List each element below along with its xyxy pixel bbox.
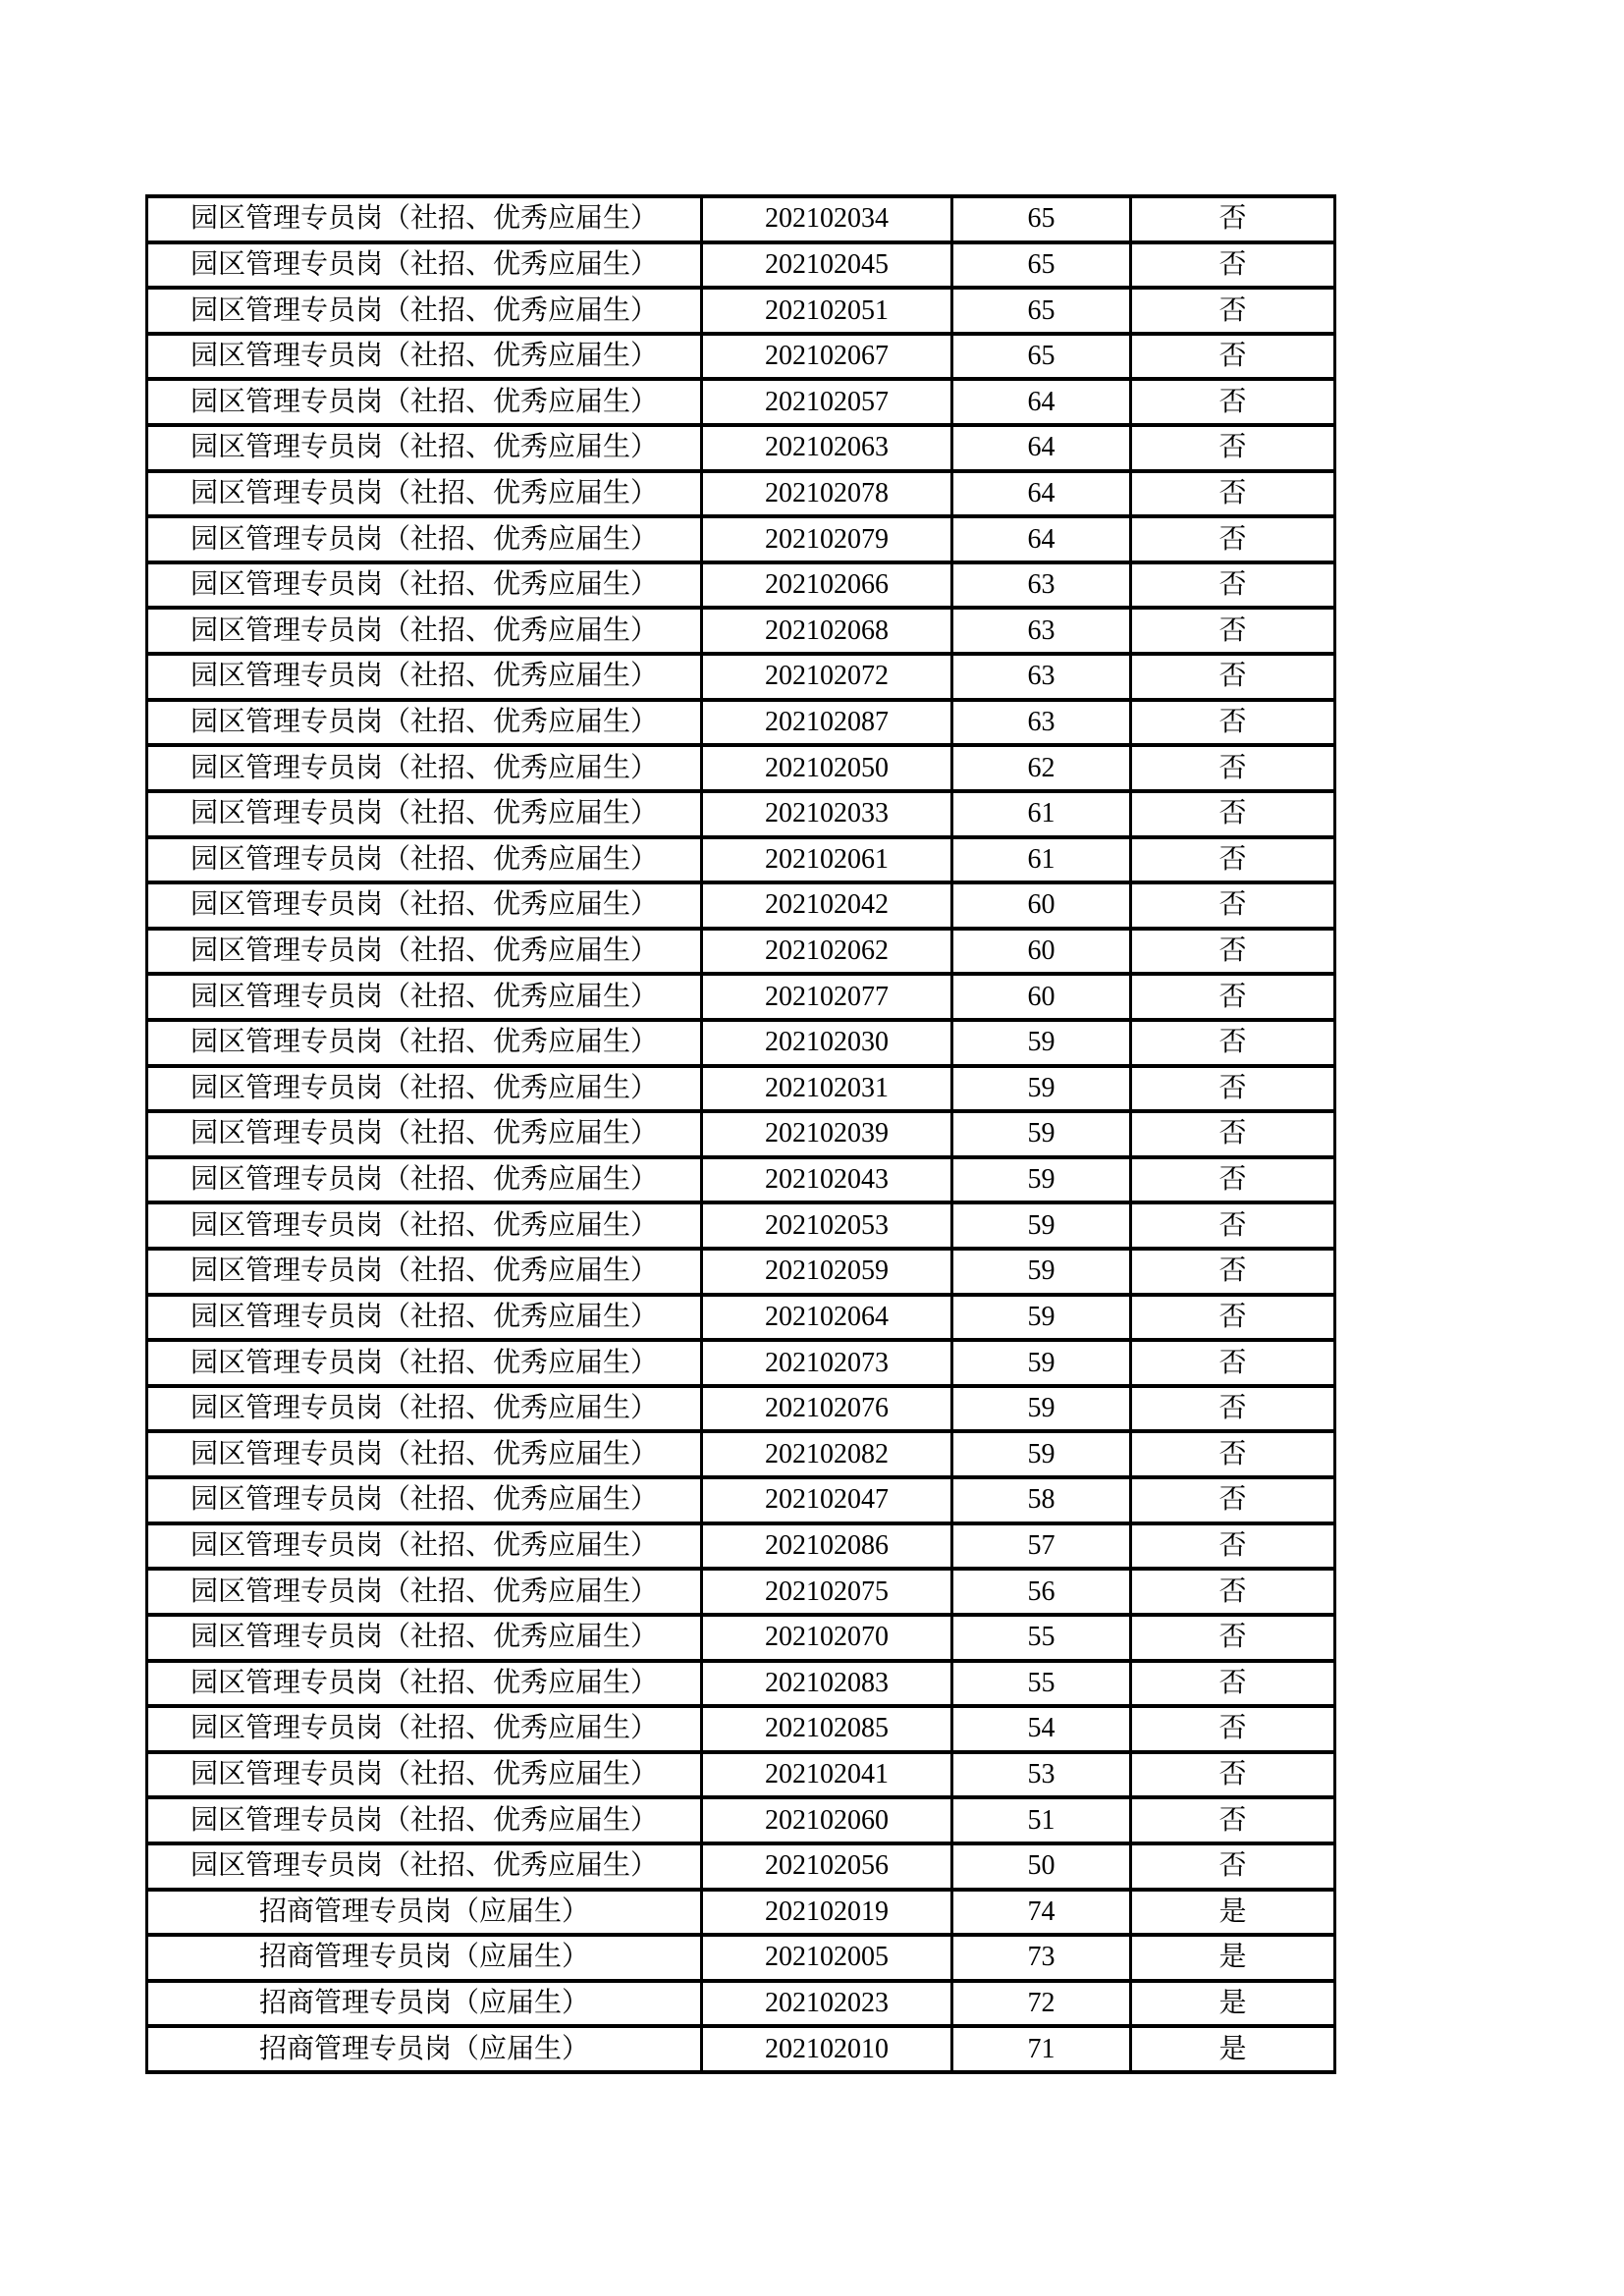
score-cell: 63 [952, 700, 1131, 746]
position-cell: 园区管理专员岗（社招、优秀应届生） [147, 1843, 702, 1890]
score-cell: 64 [952, 471, 1131, 517]
table-row [147, 1477, 1335, 1523]
position-cell: 园区管理专员岗（社招、优秀应届生） [147, 608, 702, 654]
candidate-id-cell: 202102050 [702, 745, 952, 791]
candidate-id-cell: 202102047 [702, 1477, 952, 1523]
position-cell: 园区管理专员岗（社招、优秀应届生） [147, 425, 702, 471]
position-cell: 园区管理专员岗（社招、优秀应届生） [147, 837, 702, 883]
score-cell: 59 [952, 1431, 1131, 1477]
position-cell: 园区管理专员岗（社招、优秀应届生） [147, 1431, 702, 1477]
table-row [147, 562, 1335, 609]
position-cell: 园区管理专员岗（社招、优秀应届生） [147, 1797, 702, 1843]
decision-cell: 否 [1131, 562, 1335, 609]
score-cell: 59 [952, 1020, 1131, 1066]
position-cell: 园区管理专员岗（社招、优秀应届生） [147, 1615, 702, 1661]
score-cell: 73 [952, 1935, 1131, 1981]
table-row [147, 1249, 1335, 1295]
score-cell: 60 [952, 974, 1131, 1020]
decision-cell: 否 [1131, 654, 1335, 700]
candidate-id-cell: 202102041 [702, 1752, 952, 1798]
candidate-id-cell: 202102083 [702, 1661, 952, 1707]
score-cell: 61 [952, 791, 1131, 837]
position-cell: 园区管理专员岗（社招、优秀应届生） [147, 1066, 702, 1112]
candidate-id-cell: 202102043 [702, 1157, 952, 1203]
position-cell: 园区管理专员岗（社招、优秀应届生） [147, 471, 702, 517]
score-cell: 74 [952, 1890, 1131, 1936]
score-cell: 65 [952, 196, 1131, 242]
score-cell: 54 [952, 1706, 1131, 1752]
candidate-id-cell: 202102067 [702, 334, 952, 380]
table-row [147, 196, 1335, 242]
score-cell: 71 [952, 2026, 1131, 2072]
table-row [147, 1935, 1335, 1981]
score-cell: 55 [952, 1661, 1131, 1707]
decision-cell: 否 [1131, 1202, 1335, 1249]
score-cell: 64 [952, 379, 1131, 425]
candidate-id-cell: 202102063 [702, 425, 952, 471]
table-row [147, 1661, 1335, 1707]
table-row [147, 1615, 1335, 1661]
score-cell: 61 [952, 837, 1131, 883]
table-row [147, 745, 1335, 791]
position-cell: 园区管理专员岗（社招、优秀应届生） [147, 379, 702, 425]
candidate-id-cell: 202102072 [702, 654, 952, 700]
score-cell: 60 [952, 882, 1131, 929]
candidate-id-cell: 202102057 [702, 379, 952, 425]
position-cell: 园区管理专员岗（社招、优秀应届生） [147, 1661, 702, 1707]
score-cell: 64 [952, 425, 1131, 471]
table-row [147, 700, 1335, 746]
candidate-id-cell: 202102073 [702, 1340, 952, 1386]
position-cell: 园区管理专员岗（社招、优秀应届生） [147, 334, 702, 380]
decision-cell: 否 [1131, 425, 1335, 471]
candidate-id-cell: 202102030 [702, 1020, 952, 1066]
table-row [147, 242, 1335, 289]
decision-cell: 否 [1131, 1386, 1335, 1432]
position-cell: 园区管理专员岗（社招、优秀应届生） [147, 882, 702, 929]
candidate-id-cell: 202102077 [702, 974, 952, 1020]
decision-cell: 否 [1131, 929, 1335, 975]
table-row [147, 1431, 1335, 1477]
candidate-id-cell: 202102085 [702, 1706, 952, 1752]
position-cell: 园区管理专员岗（社招、优秀应届生） [147, 516, 702, 562]
position-cell: 园区管理专员岗（社招、优秀应届生） [147, 1157, 702, 1203]
candidate-id-cell: 202102010 [702, 2026, 952, 2072]
position-cell: 园区管理专员岗（社招、优秀应届生） [147, 1386, 702, 1432]
position-cell: 园区管理专员岗（社招、优秀应届生） [147, 791, 702, 837]
score-cell: 65 [952, 334, 1131, 380]
decision-cell: 否 [1131, 1843, 1335, 1890]
decision-cell: 否 [1131, 1340, 1335, 1386]
score-cell: 63 [952, 562, 1131, 609]
table-row [147, 288, 1335, 334]
candidate-id-cell: 202102061 [702, 837, 952, 883]
table-row [147, 1157, 1335, 1203]
score-cell: 72 [952, 1981, 1131, 2027]
decision-cell: 否 [1131, 334, 1335, 380]
decision-cell: 否 [1131, 1157, 1335, 1203]
score-cell: 56 [952, 1569, 1131, 1615]
candidate-id-cell: 202102066 [702, 562, 952, 609]
position-cell: 招商管理专员岗（应届生） [147, 2026, 702, 2072]
decision-cell: 否 [1131, 837, 1335, 883]
table-row [147, 1202, 1335, 1249]
candidate-id-cell: 202102019 [702, 1890, 952, 1936]
candidate-id-cell: 202102039 [702, 1111, 952, 1157]
candidate-id-cell: 202102034 [702, 196, 952, 242]
position-cell: 招商管理专员岗（应届生） [147, 1935, 702, 1981]
table-row [147, 1706, 1335, 1752]
score-cell: 65 [952, 242, 1131, 289]
score-cell: 63 [952, 654, 1131, 700]
results-table-body [147, 196, 1335, 2072]
position-cell: 园区管理专员岗（社招、优秀应届生） [147, 242, 702, 289]
table-row [147, 1797, 1335, 1843]
decision-cell: 否 [1131, 516, 1335, 562]
position-cell: 园区管理专员岗（社招、优秀应届生） [147, 1477, 702, 1523]
table-row [147, 1386, 1335, 1432]
position-cell: 园区管理专员岗（社招、优秀应届生） [147, 1111, 702, 1157]
candidate-id-cell: 202102075 [702, 1569, 952, 1615]
decision-cell: 否 [1131, 1111, 1335, 1157]
position-cell: 招商管理专员岗（应届生） [147, 1890, 702, 1936]
score-cell: 59 [952, 1111, 1131, 1157]
position-cell: 园区管理专员岗（社招、优秀应届生） [147, 1020, 702, 1066]
position-cell: 园区管理专员岗（社招、优秀应届生） [147, 1295, 702, 1341]
decision-cell: 否 [1131, 196, 1335, 242]
position-cell: 园区管理专员岗（社招、优秀应届生） [147, 1569, 702, 1615]
table-row [147, 654, 1335, 700]
table-row [147, 1111, 1335, 1157]
position-cell: 园区管理专员岗（社招、优秀应届生） [147, 745, 702, 791]
position-cell: 园区管理专员岗（社招、优秀应届生） [147, 1706, 702, 1752]
candidate-id-cell: 202102033 [702, 791, 952, 837]
table-row [147, 425, 1335, 471]
table-row [147, 1843, 1335, 1890]
candidate-id-cell: 202102078 [702, 471, 952, 517]
table-row [147, 1020, 1335, 1066]
decision-cell: 是 [1131, 1981, 1335, 2027]
table-row [147, 1569, 1335, 1615]
decision-cell: 否 [1131, 242, 1335, 289]
position-cell: 园区管理专员岗（社招、优秀应届生） [147, 1249, 702, 1295]
candidate-id-cell: 202102082 [702, 1431, 952, 1477]
candidate-id-cell: 202102076 [702, 1386, 952, 1432]
score-cell: 58 [952, 1477, 1131, 1523]
table-row [147, 1523, 1335, 1570]
decision-cell: 否 [1131, 379, 1335, 425]
table-row [147, 1981, 1335, 2027]
decision-cell: 否 [1131, 1477, 1335, 1523]
score-cell: 59 [952, 1157, 1131, 1203]
position-cell: 园区管理专员岗（社招、优秀应届生） [147, 1752, 702, 1798]
score-cell: 55 [952, 1615, 1131, 1661]
table-row [147, 1295, 1335, 1341]
table-row [147, 837, 1335, 883]
candidate-id-cell: 202102079 [702, 516, 952, 562]
score-cell: 59 [952, 1295, 1131, 1341]
table-row [147, 516, 1335, 562]
position-cell: 招商管理专员岗（应届生） [147, 1981, 702, 2027]
decision-cell: 否 [1131, 1569, 1335, 1615]
position-cell: 园区管理专员岗（社招、优秀应届生） [147, 700, 702, 746]
score-cell: 59 [952, 1340, 1131, 1386]
score-cell: 65 [952, 288, 1131, 334]
candidate-id-cell: 202102087 [702, 700, 952, 746]
table-row [147, 1066, 1335, 1112]
results-table [145, 194, 1336, 2074]
table-row [147, 974, 1335, 1020]
decision-cell: 否 [1131, 791, 1335, 837]
table-row [147, 2026, 1335, 2072]
position-cell: 园区管理专员岗（社招、优秀应届生） [147, 974, 702, 1020]
candidate-id-cell: 202102062 [702, 929, 952, 975]
decision-cell: 否 [1131, 1431, 1335, 1477]
score-cell: 59 [952, 1386, 1131, 1432]
candidate-id-cell: 202102068 [702, 608, 952, 654]
candidate-id-cell: 202102023 [702, 1981, 952, 2027]
table-row [147, 882, 1335, 929]
decision-cell: 否 [1131, 974, 1335, 1020]
decision-cell: 否 [1131, 882, 1335, 929]
decision-cell: 否 [1131, 1615, 1335, 1661]
candidate-id-cell: 202102042 [702, 882, 952, 929]
score-cell: 64 [952, 516, 1131, 562]
table-row [147, 471, 1335, 517]
decision-cell: 否 [1131, 1797, 1335, 1843]
position-cell: 园区管理专员岗（社招、优秀应届生） [147, 196, 702, 242]
decision-cell: 否 [1131, 745, 1335, 791]
position-cell: 园区管理专员岗（社招、优秀应届生） [147, 562, 702, 609]
decision-cell: 否 [1131, 1066, 1335, 1112]
position-cell: 园区管理专员岗（社招、优秀应届生） [147, 288, 702, 334]
decision-cell: 是 [1131, 2026, 1335, 2072]
table-row [147, 334, 1335, 380]
decision-cell: 否 [1131, 1249, 1335, 1295]
score-cell: 50 [952, 1843, 1131, 1890]
decision-cell: 否 [1131, 1661, 1335, 1707]
decision-cell: 是 [1131, 1935, 1335, 1981]
candidate-id-cell: 202102005 [702, 1935, 952, 1981]
score-cell: 59 [952, 1202, 1131, 1249]
decision-cell: 否 [1131, 1752, 1335, 1798]
position-cell: 园区管理专员岗（社招、优秀应届生） [147, 1523, 702, 1570]
decision-cell: 否 [1131, 700, 1335, 746]
decision-cell: 是 [1131, 1890, 1335, 1936]
decision-cell: 否 [1131, 608, 1335, 654]
candidate-id-cell: 202102053 [702, 1202, 952, 1249]
candidate-id-cell: 202102056 [702, 1843, 952, 1890]
position-cell: 园区管理专员岗（社招、优秀应届生） [147, 929, 702, 975]
score-cell: 57 [952, 1523, 1131, 1570]
score-cell: 59 [952, 1249, 1131, 1295]
table-row [147, 929, 1335, 975]
decision-cell: 否 [1131, 1020, 1335, 1066]
table-row [147, 608, 1335, 654]
candidate-id-cell: 202102059 [702, 1249, 952, 1295]
candidate-id-cell: 202102086 [702, 1523, 952, 1570]
candidate-id-cell: 202102031 [702, 1066, 952, 1112]
decision-cell: 否 [1131, 1295, 1335, 1341]
candidate-id-cell: 202102070 [702, 1615, 952, 1661]
table-row [147, 1890, 1335, 1936]
candidate-id-cell: 202102051 [702, 288, 952, 334]
table-row [147, 379, 1335, 425]
score-cell: 59 [952, 1066, 1131, 1112]
score-cell: 51 [952, 1797, 1131, 1843]
decision-cell: 否 [1131, 1523, 1335, 1570]
candidate-id-cell: 202102060 [702, 1797, 952, 1843]
position-cell: 园区管理专员岗（社招、优秀应届生） [147, 654, 702, 700]
candidate-id-cell: 202102045 [702, 242, 952, 289]
position-cell: 园区管理专员岗（社招、优秀应届生） [147, 1202, 702, 1249]
decision-cell: 否 [1131, 288, 1335, 334]
table-row [147, 1340, 1335, 1386]
score-cell: 62 [952, 745, 1131, 791]
score-cell: 60 [952, 929, 1131, 975]
decision-cell: 否 [1131, 1706, 1335, 1752]
table-row [147, 791, 1335, 837]
candidate-id-cell: 202102064 [702, 1295, 952, 1341]
score-cell: 63 [952, 608, 1131, 654]
decision-cell: 否 [1131, 471, 1335, 517]
score-cell: 53 [952, 1752, 1131, 1798]
position-cell: 园区管理专员岗（社招、优秀应届生） [147, 1340, 702, 1386]
table-row [147, 1752, 1335, 1798]
